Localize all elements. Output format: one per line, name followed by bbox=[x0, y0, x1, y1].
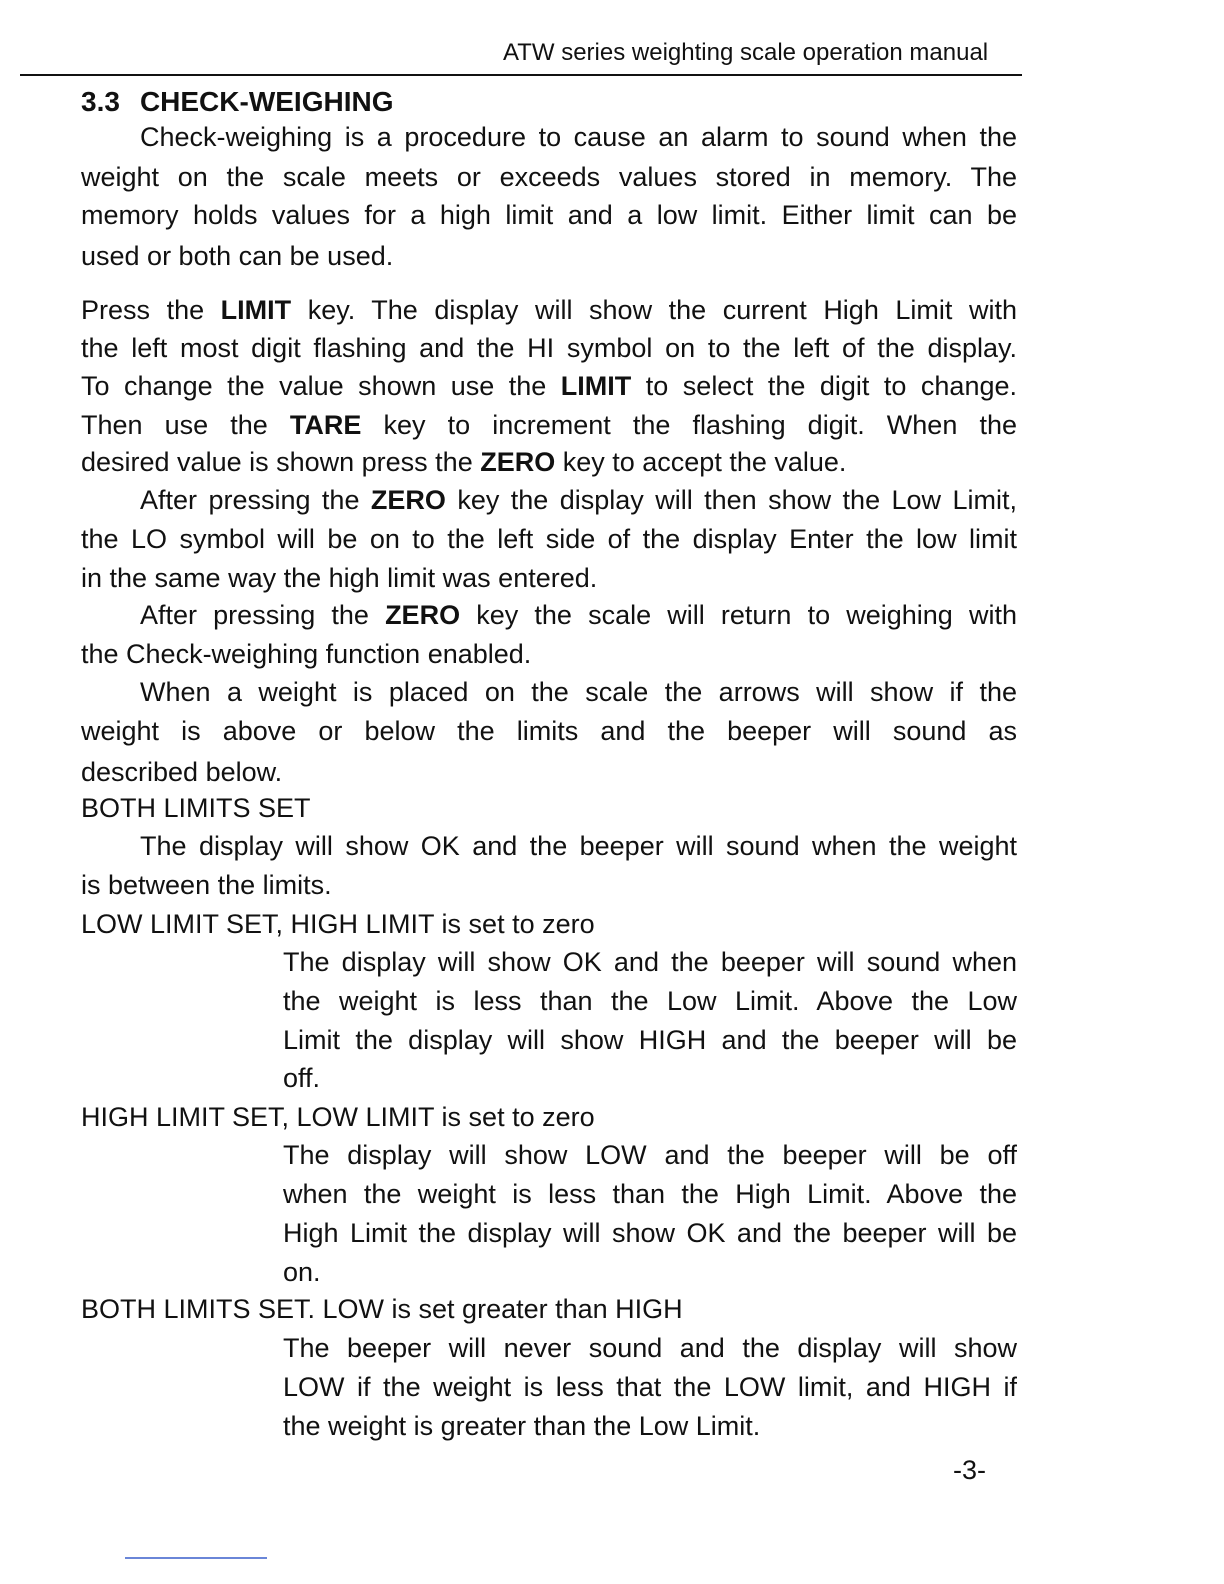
procedure-line bbox=[140, 597, 1017, 633]
text-run: key the display will then show the Low Limit, bbox=[445, 485, 1017, 515]
text-run: key the scale will return to weighing with bbox=[460, 600, 1017, 630]
case-line: is between the limits. bbox=[81, 870, 332, 900]
text-run: Press the bbox=[81, 295, 221, 325]
intro-line: memory holds values for a high limit and a low limit. Either limit can be bbox=[81, 200, 1017, 230]
key-name-zero: ZERO bbox=[385, 600, 461, 630]
key-name-zero: ZERO bbox=[480, 447, 556, 477]
key-name-zero: ZERO bbox=[370, 485, 446, 515]
intro-line: Check-weighing is a procedure to cause an alarm to sound when the bbox=[140, 122, 1017, 152]
case-line: when the weight is less than the High Limit. Above the bbox=[283, 1179, 1017, 1209]
text-run: desired value is shown press the bbox=[81, 447, 481, 477]
case-line: The beeper will never sound and the display will show bbox=[283, 1333, 1017, 1363]
header-rule bbox=[20, 74, 1022, 76]
text-run: key to increment the flashing digit. When the bbox=[361, 410, 1017, 440]
text-run: After pressing the bbox=[140, 600, 386, 630]
key-name-limit: LIMIT bbox=[560, 371, 632, 401]
text-run: After pressing the bbox=[140, 485, 371, 515]
text-run: key to accept the value. bbox=[555, 447, 847, 477]
procedure-line: described below. bbox=[81, 757, 283, 787]
case-line: off. bbox=[283, 1063, 321, 1093]
section-title: CHECK-WEIGHING bbox=[139, 86, 394, 117]
procedure-line: When a weight is placed on the scale the arrows will show if the bbox=[140, 677, 1017, 707]
procedure-line bbox=[81, 444, 846, 480]
case-line: the weight is less than the Low Limit. Above the Low bbox=[283, 986, 1017, 1016]
procedure-line: in the same way the high limit was entered. bbox=[81, 563, 598, 593]
procedure-line: weight is above or below the limits and the beeper will sound as bbox=[81, 716, 1017, 746]
procedure-line bbox=[140, 482, 1017, 518]
intro-line: weight on the scale meets or exceeds values stored in memory. The bbox=[81, 162, 1017, 192]
case-line: The display will show OK and the beeper will sound when the weight bbox=[140, 831, 1017, 861]
section-heading bbox=[81, 84, 393, 120]
case-heading: LOW LIMIT SET, HIGH LIMIT is set to zero bbox=[81, 909, 595, 939]
footer-rule bbox=[125, 1557, 267, 1559]
text-run: To change the value shown use the bbox=[81, 371, 561, 401]
page-number: -3- bbox=[953, 1455, 986, 1485]
case-line: High Limit the display will show OK and the beeper will be bbox=[283, 1218, 1017, 1248]
procedure-line bbox=[81, 368, 1017, 404]
case-line: the weight is greater than the Low Limit. bbox=[283, 1411, 761, 1441]
case-line: The display will show OK and the beeper will sound when bbox=[283, 947, 1017, 977]
key-name-tare: TARE bbox=[289, 410, 362, 440]
running-header: ATW series weighting scale operation manual bbox=[503, 39, 989, 66]
intro-line: used or both can be used. bbox=[81, 241, 394, 271]
procedure-line: the Check-weighing function enabled. bbox=[81, 639, 532, 669]
case-heading: BOTH LIMITS SET bbox=[81, 793, 311, 823]
case-heading: BOTH LIMITS SET. LOW is set greater than HIGH bbox=[81, 1294, 683, 1324]
key-name-limit: LIMIT bbox=[220, 295, 292, 325]
procedure-line bbox=[81, 292, 1017, 328]
case-line: Limit the display will show HIGH and the beeper will be bbox=[283, 1025, 1017, 1055]
text-run: Then use the bbox=[81, 410, 290, 440]
procedure-line: the LO symbol will be on to the left side of the display Enter the low limit bbox=[81, 524, 1017, 554]
procedure-line: the left most digit flashing and the HI symbol on to the left of the display. bbox=[81, 333, 1017, 363]
text-run: to select the digit to change. bbox=[631, 371, 1017, 401]
procedure-line bbox=[81, 407, 1017, 443]
case-line: The display will show LOW and the beeper will be off bbox=[283, 1140, 1017, 1170]
text-run: key. The display will show the current High Limit with bbox=[291, 295, 1017, 325]
case-line: on. bbox=[283, 1257, 321, 1287]
case-heading: HIGH LIMIT SET, LOW LIMIT is set to zero bbox=[81, 1102, 595, 1132]
case-line: LOW if the weight is less that the LOW limit, and HIGH if bbox=[283, 1372, 1017, 1402]
section-number: 3.3 bbox=[81, 86, 120, 117]
